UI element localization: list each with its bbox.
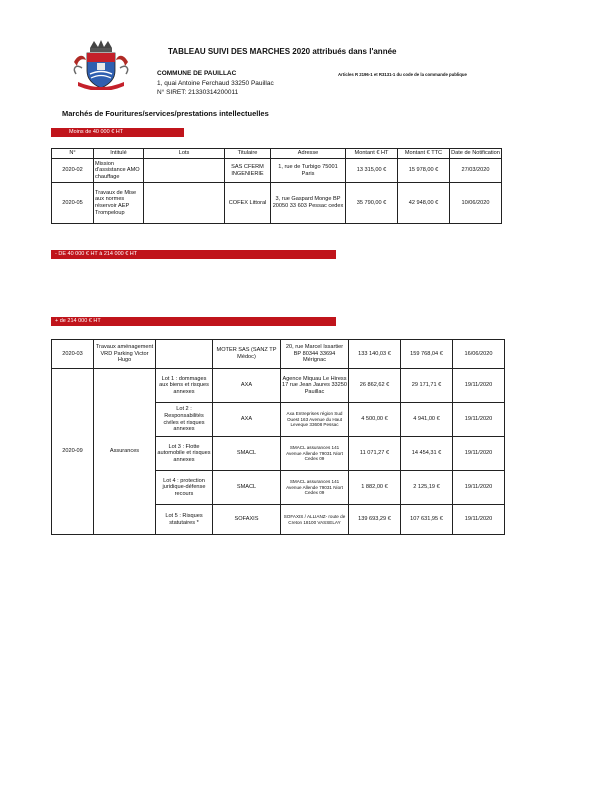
cell-address: SMACL assurances 141 Avenue Allende 79031 Niort Cedex 09: [281, 471, 349, 505]
commune-address: 1, quai Antoine Ferchaud 33250 Pauillac: [157, 80, 274, 87]
cell-amount-ttc: 29 171,71 €: [401, 369, 453, 403]
cell-amount-ht: 26 862,62 €: [349, 369, 401, 403]
cell-holder: AXA: [213, 369, 281, 403]
band-under-40k-label: Moins de 40 000 € HT: [69, 129, 124, 135]
cell-amount-ht: 35 790,00 €: [346, 183, 398, 224]
col-header-lots: Lots: [144, 149, 225, 159]
cell-amount-ht: 11 071,27 €: [349, 437, 401, 471]
band-over-214k: [51, 317, 336, 326]
cell-lot: Lot 2 : Responsabilités civiles et risques annexes: [156, 403, 213, 437]
cell-title: Mission d'assistance AMO chauffage: [94, 159, 144, 183]
col-header-holder: Titulaire: [225, 149, 271, 159]
table-row: [52, 159, 502, 183]
cell-lot: Lot 1 : dommages aux biens et risques annexes: [156, 369, 213, 403]
band-under-40k: [51, 128, 184, 137]
cell-date: 19/11/2020: [453, 403, 505, 437]
cell-amount-ht: 4 500,00 €: [349, 403, 401, 437]
cell-amount-ttc: 4 941,00 €: [401, 403, 453, 437]
table-over-214k: [51, 339, 505, 535]
cell-holder: SMACL: [213, 471, 281, 505]
band-over-214k-label: + de 214 000 € HT: [55, 318, 101, 324]
cell-address: Axa Entreprises région Sud Ouest 163 Avenue du Haut Leveque 33608 Pessac: [281, 403, 349, 437]
cell-holder: COFEX Littoral: [225, 183, 271, 224]
col-header-number: N°: [52, 149, 94, 159]
cell-title: Travaux aménagement VRD Parking Victor Hugo: [94, 340, 156, 369]
cell-amount-ttc: 42 948,00 €: [398, 183, 450, 224]
table-row: [52, 340, 505, 369]
cell-address: 1, rue de Turbigo 75001 Paris: [271, 159, 346, 183]
cell-group-number: 2020-09: [52, 369, 94, 535]
cell-date: 19/11/2020: [453, 505, 505, 535]
cell-address: Agence Miquau Le Hiress 17 rue Jean Jaures 33250 Pauillac: [281, 369, 349, 403]
cell-address: 3, rue Gaspard Monge BP 20050 33 603 Pessac cedex: [271, 183, 346, 224]
cell-amount-ht: 13 315,00 €: [346, 159, 398, 183]
section-title: Marchés de Fouritures/services/prestations intellectuelles: [62, 109, 269, 118]
cell-title: Travaux de Mise aux normes réservoir AEP Trompeloup: [94, 183, 144, 224]
cell-holder: SOFAXIS: [213, 505, 281, 535]
cell-address: SOFAXIS / ALLIANZ- route de Creton 18100 VASSELAY: [281, 505, 349, 535]
table-under-40k: [51, 148, 502, 224]
cell-lots: [144, 159, 225, 183]
col-header-address: Adresse: [271, 149, 346, 159]
cell-number: 2020-02: [52, 159, 94, 183]
col-header-date: Date de Notification: [450, 149, 502, 159]
cell-holder: AXA: [213, 403, 281, 437]
cell-address: SMACL assurances 141 Avenue Allende 79031 Niort Cedex 09: [281, 437, 349, 471]
cell-group-title: Assurances: [94, 369, 156, 535]
cell-address: 20, rue Marcel Issartier BP 80344 33694 Mérignac: [281, 340, 349, 369]
cell-date: 16/06/2020: [453, 340, 505, 369]
cell-date: 10/06/2020: [450, 183, 502, 224]
cell-number: 2020-03: [52, 340, 94, 369]
cell-amount-ttc: 159 768,04 €: [401, 340, 453, 369]
cell-amount-ttc: 15 978,00 €: [398, 159, 450, 183]
band-40k-to-214k-label: - DE 40 000 € HT à 214 000 € HT: [55, 251, 138, 257]
cell-lot: Lot 4 : protection juridique-défense recours: [156, 471, 213, 505]
table-row: [52, 183, 502, 224]
commune-name: COMMUNE DE PAUILLAC: [157, 70, 237, 77]
cell-lot: Lot 3 : Flotte automobile et risques annexes: [156, 437, 213, 471]
legal-articles: Articles R 2196-1 et R3131-1 du code de la commande publique: [338, 72, 467, 77]
cell-date: 19/11/2020: [453, 471, 505, 505]
table-header-row: [52, 149, 502, 159]
cell-date: 19/11/2020: [453, 437, 505, 471]
cell-lots: [144, 183, 225, 224]
col-header-title: Intitulé: [94, 149, 144, 159]
cell-amount-ht: 1 882,00 €: [349, 471, 401, 505]
cell-amount-ht: 133 140,03 €: [349, 340, 401, 369]
cell-holder: SMACL: [213, 437, 281, 471]
col-header-amount-ht: Montant € HT: [346, 149, 398, 159]
table-row: [52, 369, 505, 403]
band-40k-to-214k: [51, 250, 336, 259]
cell-holder: MOTER SAS (SANZ TP Médoc): [213, 340, 281, 369]
cell-amount-ttc: 14 454,31 €: [401, 437, 453, 471]
cell-lot: Lot 5 : Risques statutaires *: [156, 505, 213, 535]
document-title: TABLEAU SUIVI DES MARCHES 2020 attribués dans l'année: [168, 47, 397, 56]
col-header-amount-ttc: Montant € TTC: [398, 149, 450, 159]
cell-number: 2020-05: [52, 183, 94, 224]
municipal-crest-logo: [70, 38, 132, 90]
commune-siret: N° SIRET: 21330314200011: [157, 89, 239, 96]
cell-amount-ttc: 107 631,95 €: [401, 505, 453, 535]
cell-amount-ht: 139 693,29 €: [349, 505, 401, 535]
cell-date: 19/11/2020: [453, 369, 505, 403]
cell-lots: [156, 340, 213, 369]
cell-amount-ttc: 2 125,19 €: [401, 471, 453, 505]
cell-date: 27/03/2020: [450, 159, 502, 183]
cell-holder: SAS CFERM INGENIERIE: [225, 159, 271, 183]
